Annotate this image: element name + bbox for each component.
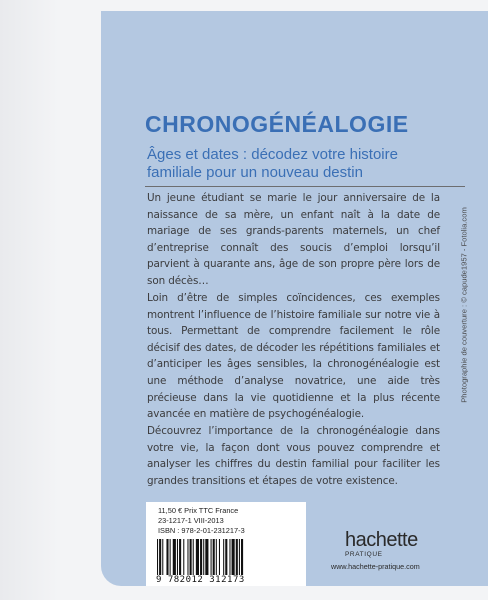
barcode-bar (211, 539, 212, 575)
paragraph-2: Loin d’être de simples coïncidences, ces exemples montrent l’influence de l’histoire familiale sur notre vie à tous. Permettant de comprendre facilement le rôle décisif des dates, de décoder les répétitions familiales et d’anticiper les âges sensibles, la chronogénéalogie est une méthode d’analyse novatrice, une aide très précieuse dans la vie quotidienne et la plus récente avancée en matière de psychogénéalogie. (147, 292, 440, 421)
barcode-bar (166, 539, 168, 575)
barcode-bar (219, 539, 220, 575)
photo-credit (458, 175, 470, 435)
edition-code: 23-1217-1 VIII-2013 (158, 516, 224, 525)
barcode-bar (162, 539, 163, 575)
barcode-bar (193, 539, 194, 575)
price-text: 11,50 € Prix TTC France (158, 506, 239, 515)
barcode-bar (236, 539, 238, 575)
barcode-bar (225, 539, 227, 575)
barcode-bar (170, 539, 171, 575)
barcode-bar (241, 539, 243, 575)
barcode-bar (173, 539, 176, 575)
barcode-bar (196, 539, 199, 575)
barcode-bar (223, 539, 224, 575)
barcode-bar (229, 539, 230, 575)
subtitle-line-2: familiale pour un nouveau destin (147, 164, 363, 181)
title-divider (145, 186, 465, 187)
photo-credit-text: Photographie de couverture : © capude1957 - Fotolia.com (459, 207, 469, 403)
barcode-bar (183, 539, 184, 575)
barcode-bar (179, 539, 181, 575)
barcode-bar (239, 539, 240, 575)
barcode-digits: 9 782012 312173 (156, 575, 245, 585)
publisher-logo (345, 530, 418, 558)
barcode-bar (213, 539, 215, 575)
barcode-bar (232, 539, 235, 575)
barcode-bar (205, 539, 208, 575)
paragraph-3: Découvrez l’importance de la chronogénéalogie dans votre vie, la façon dont vous pouvez comprendre et analyser les chiffres du destin familial pour faciliter les grandes transitions et étapes de votre existence. (147, 425, 440, 487)
isbn-text: ISBN : 978-2-01-231217-3 (158, 526, 245, 535)
barcode-bar (157, 539, 158, 575)
barcode-bar (159, 539, 161, 575)
publisher-website: www.hachette-pratique.com (331, 562, 420, 571)
publisher-name: hachette (345, 529, 418, 551)
barcode-bar (177, 539, 178, 575)
barcode-bar (216, 539, 217, 575)
book-subtitle (147, 146, 457, 182)
subtitle-line-1: Âges et dates : décodez votre histoire (147, 146, 398, 163)
paragraph-1: Un jeune étudiant se marie le jour anniversaire de la naissance de sa mère, un enfant naît à la date de mariage de ses grands-parents maternels, un chef d’entreprise connaît des soucis d’emploi lorsqu’il parvient à quarante ans, âge de son propre père lors de son décès… (147, 192, 440, 287)
barcode-bar (203, 539, 204, 575)
book-title: CHRONOGÉNÉALOGIE (145, 111, 409, 137)
publisher-imprint: PRATIQUE (345, 551, 383, 558)
barcode-bar (187, 539, 188, 575)
barcode-bar (190, 539, 192, 575)
price-block (158, 506, 245, 536)
barcode (155, 539, 295, 575)
barcode-bar (200, 539, 202, 575)
